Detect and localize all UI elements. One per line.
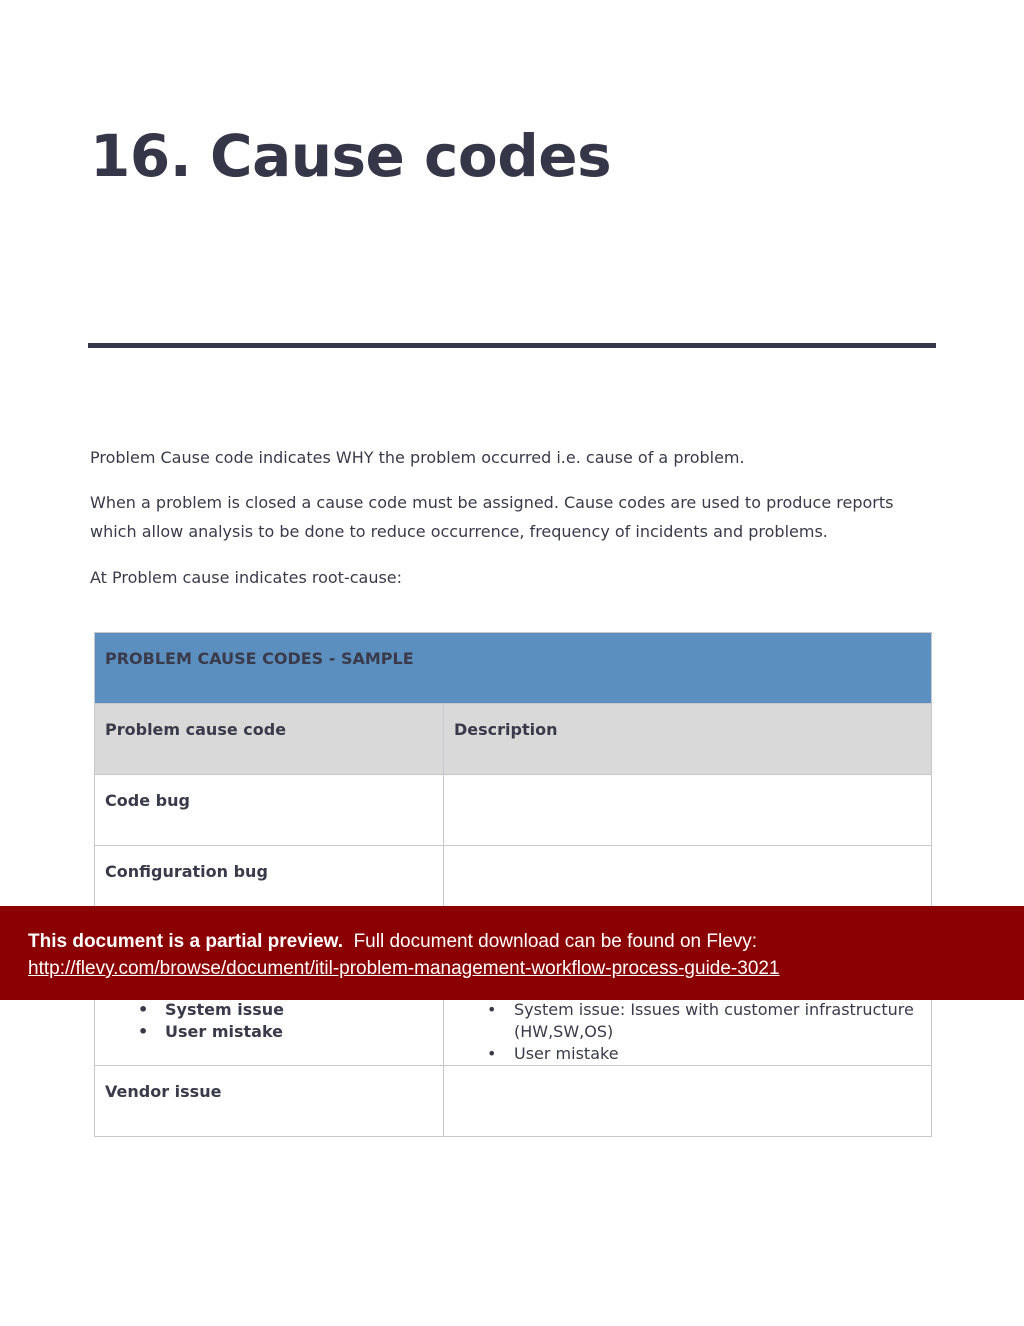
description-list bbox=[454, 999, 921, 1065]
preview-banner bbox=[0, 906, 1024, 1000]
intro-paragraph: Problem Cause code indicates WHY the problem occurred i.e. cause of a problem. bbox=[90, 448, 745, 467]
table-row bbox=[95, 1066, 932, 1137]
list-item: • User mistake bbox=[105, 1021, 433, 1043]
column-header-code: Problem cause code bbox=[95, 704, 444, 775]
title-divider bbox=[88, 343, 936, 348]
list-item: • System issue bbox=[105, 999, 433, 1021]
cause-code-list bbox=[105, 999, 433, 1043]
table-title: PROBLEM CAUSE CODES - SAMPLE bbox=[95, 633, 932, 704]
cause-codes-table bbox=[94, 632, 932, 1137]
column-header-description: Description bbox=[444, 704, 932, 775]
preview-notice-text: Full document download can be found on Flevy: bbox=[353, 931, 758, 952]
table-title-row bbox=[95, 633, 932, 704]
table-header-row bbox=[95, 704, 932, 775]
root-cause-paragraph: At Problem cause indicates root-cause: bbox=[90, 568, 403, 587]
cause-code-cell: Code bug bbox=[95, 775, 444, 846]
description-cell bbox=[444, 1066, 932, 1137]
preview-notice-bold: This document is a partial preview. bbox=[28, 931, 343, 952]
cause-code-cell: Vendor issue bbox=[95, 1066, 444, 1137]
section-title: Cause codes bbox=[210, 122, 612, 190]
section-number: 16. bbox=[90, 122, 192, 190]
preview-notice bbox=[28, 931, 757, 953]
document-download-link[interactable]: http://flevy.com/browse/document/itil-problem-management-workflow-process-guide-3021 bbox=[28, 958, 780, 979]
list-item: • User mistake bbox=[454, 1043, 921, 1065]
page-title bbox=[90, 122, 611, 190]
cause-code-cell: Configuration bug bbox=[95, 846, 444, 917]
description-cell bbox=[444, 775, 932, 846]
list-item: • System issue: Issues with customer infrastructure (HW,SW,OS) bbox=[454, 999, 921, 1043]
cause-code-paragraph: When a problem is closed a cause code must be assigned. Cause codes are used to produce reports which allow analysis to be done to reduce occurrence, frequency of incidents and problems. bbox=[90, 493, 894, 541]
table-row bbox=[95, 775, 932, 846]
